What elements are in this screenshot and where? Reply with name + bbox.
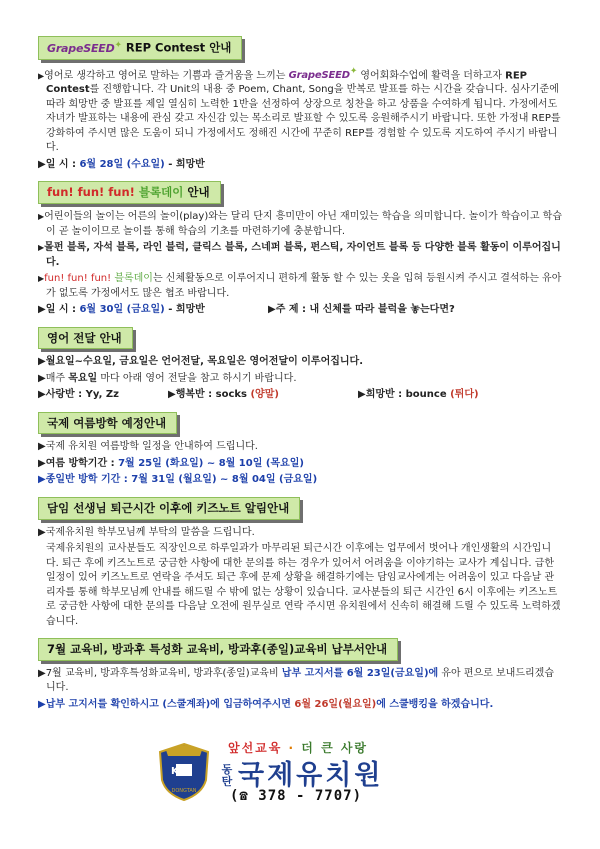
- summer-line-3: ▶종일반 방학 기간 : 7월 31일 (월요일) ~ 8월 04일 (금요일): [38, 474, 318, 486]
- svg-text:K J: K J: [171, 766, 186, 777]
- fees-line-2: ▶납부 고지서를 확인하시고 (스쿨계좌)에 입금하여주시면 6월 26일(월요일)에 스쿨뱅킹을 하겠습니다.: [38, 698, 494, 710]
- grapeseed-logo: GrapeSEED✦: [47, 40, 122, 55]
- section-summer: [38, 406, 562, 488]
- footer-slogan: 앞선교육 · 더 큰 사랑: [228, 741, 369, 755]
- section-english: [38, 321, 562, 403]
- section-block-day: [38, 175, 562, 317]
- grapeseed-inline-logo: GrapeSEED✦: [288, 66, 358, 81]
- class-sarang: ▶사랑반 : Yy, Zz: [38, 389, 119, 401]
- section-title-rep: [38, 36, 242, 60]
- class-haengbok: ▶행복반 : socks (양말): [168, 389, 279, 401]
- kindergarten-name-main: 국제유치원: [238, 760, 384, 791]
- section-title-block: fun! fun! fun! 블록데이 안내: [38, 181, 221, 204]
- kindergarten-emblem-icon: [156, 742, 212, 802]
- section-fees: [38, 632, 562, 712]
- rep-paragraph: ▶영어로 생각하고 영어로 말하는 기쁨과 즐거움을 느끼는 GrapeSEED✦ 영어회화수업에 활력을 더하고자 REP Contest를 진행합니다. 각 Unit의 내용 중 Poem, Chant, Song을 반복로 발표를 하는 시간을 갖습니다. 심사기준에 따라 희망반 중 발표를 제일 열심히 노력한 1반을 선정하여 상장으로 칭찬을 하고 상품을 수여하게 됩니다. 가정에서도 자녀가 발표하는 내용에 관심 갖고 자신감 있는 목소리로 발표할 수 있도록 응원해주시기 바랍니다. 또한 가정내 REP를 강화하여 주시면 많은 도움이 되니 가정에서도 정해진 시간에 꾸준히 REP를 경험할 수 있도록 지도하여 주시기 바랍니다.: [38, 66, 561, 154]
- english-line-1: ▶월요일~수요일, 금요일은 언어전달, 목요일은 영어전달이 이루어집니다.: [38, 356, 364, 368]
- english-line-2: ▶매주 목요일 마다 아래 영어 전달을 참고 하시기 바랍니다.: [38, 372, 297, 384]
- section-title-kidsnote: 담임 선생님 퇴근시간 이후에 키즈노트 알림안내: [38, 497, 300, 520]
- section-rep-contest: [38, 30, 562, 172]
- kidsnote-paragraph: 국제유치원의 교사분들도 직장인으로 하루일과가 마무리된 퇴근시간 이후에는 업무에서 벗어나 개인생활의 시간입니다. 퇴근 후에 키즈노트로 궁금한 사항에 대한 문의를 하는 경우가 있어서 어려움을 이야기하는 교사가 계십니다. 급한 일정이 있어 키즈노트로 연락을 주셔도 퇴근 후에 문제 상황을 해결하기에는 담임교사에게는 어려움이 있고 다음날 관리자를 통해 학부모님께 안내를 해드릴 수 밖에 없는 상황이 있습니다. 교사분들의 퇴근 시간인 6시 이후에는 키즈노트로 궁금한 사항에 대한 문의를 다음날 오전에 원무실로 연락 주시면 유치원에서 신속히 해결해 드릴 수 있도록 노력하겠습니다.: [46, 543, 561, 627]
- fees-line-1: ▶7월 교육비, 방과후특성화교육비, 방과후(종일)교육비 납부 고지서를 6월 23일(금요일)에 유아 편으로 보내드리겠습니다.: [38, 667, 554, 694]
- summer-line-1: ▶국제 유치원 여름방학 일정을 안내하여 드립니다.: [38, 441, 258, 453]
- english-class-row: [38, 388, 562, 403]
- block-date-theme-line: ▶일 시 : 6월 30일 (금요일) - 희망반 ▶주 제 : 내 신체를 따라 블럭을 놓는다면?: [38, 304, 455, 316]
- section-title-english: 영어 전달 안내: [38, 327, 133, 350]
- kidsnote-line-1: ▶국제유치원 학부모님께 부탁의 말씀을 드립니다.: [38, 526, 255, 538]
- kindergarten-name-prefix: 동탄: [221, 763, 233, 788]
- section-title-text: REP Contest 안내: [125, 40, 232, 55]
- block-paragraph-1: ▶어린이들의 놀이는 어른의 놀이(play)와는 달리 단지 흥미만이 아닌 재미있는 학습을 의미합니다. 놀이가 학습이고 학습이 곧 놀이이므로 놀이를 통해 학습의 기초를 마련하기에 충분합니다.: [38, 211, 562, 237]
- section-title-summer: 국제 여름방학 예정안내: [38, 412, 177, 435]
- class-huimang: ▶희망반 : bounce (튀다): [358, 389, 479, 401]
- footer-phone: (☎ 378 - 7707): [230, 788, 363, 804]
- svg-text:DONGTAN: DONGTAN: [171, 788, 197, 794]
- section-kidsnote: [38, 491, 562, 629]
- block-paragraph-3: ▶fun! fun! fun! 블록데이는 신체활동으로 이루어지니 편하게 활동 할 수 있는 옷을 입혀 등원시켜 주시고 결석하는 유아가 없도록 가정에서도 많은 협조 바랍니다.: [38, 273, 562, 299]
- block-paragraph-2: ▶몰펀 블록, 자석 블록, 라인 블럭, 클릭스 블록, 스네퍼 블록, 펀스틱, 자이언트 블록 등 다양한 블록 활동이 이루어집니다.: [38, 242, 561, 268]
- footer-kindergarten: [156, 740, 446, 810]
- rep-date-line: ▶일 시 : 6월 28일 (수요일) - 희망반: [38, 158, 205, 170]
- section-title-fees: 7월 교육비, 방과후 특성화 교육비, 방과후(종일)교육비 납부서안내: [38, 638, 398, 661]
- summer-line-2: ▶여름 방학기간 : 7월 25일 (화요일) ~ 8월 10일 (목요일): [38, 457, 304, 469]
